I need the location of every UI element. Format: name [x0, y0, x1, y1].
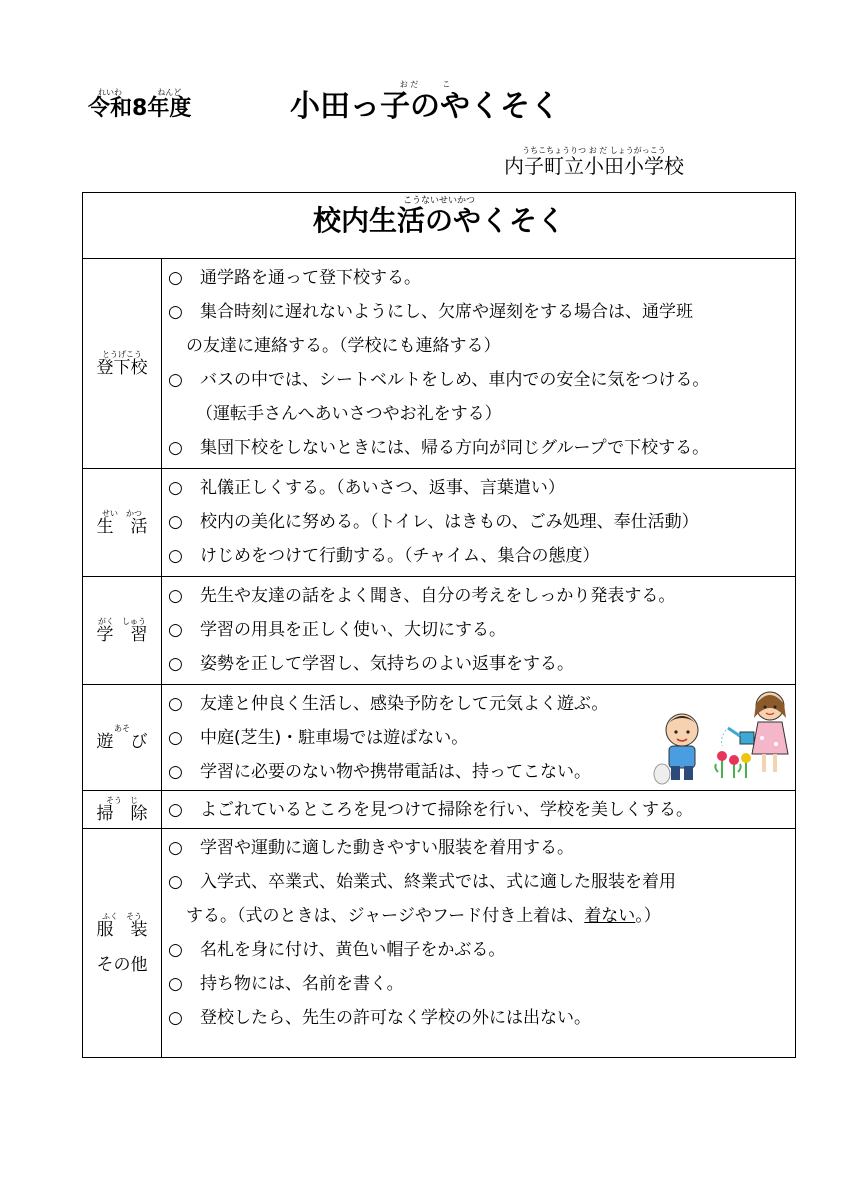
- category-label: 遊 び: [96, 731, 148, 752]
- school-year: 令和れいわ8年度ねんど: [88, 88, 192, 121]
- list-item: ○ バスの中では、シートベルトをしめ、車内での安全に気をつける。: [168, 370, 710, 390]
- list-item: ○ 名札を身に付け、黄色い帽子をかぶる。: [168, 940, 506, 960]
- list-item: ○ 学習や運動に適した動きやすい服装を着用する。: [168, 838, 574, 858]
- list-item: ○ よごれているところを見つけて掃除を行い、学校を美しくする。: [168, 800, 693, 820]
- category-label: 服 装: [96, 919, 148, 940]
- category-label-other: その他: [96, 954, 148, 975]
- list-item: ○ 中庭(芝生)・駐車場では遊ばない。: [168, 728, 469, 748]
- list-item: ○ 登校したら、先生の許可なく学校の外には出ない。: [168, 1008, 591, 1028]
- category-label: 登下校: [96, 357, 148, 378]
- school-name-text: 内子町立小田小学校: [504, 154, 684, 178]
- category-label: 生 活: [96, 516, 148, 537]
- school-name: 内子町立小田小学校うちこちょうりつ お だ しょうがっこう: [504, 146, 684, 178]
- row-study: [83, 577, 795, 685]
- rules-table: [82, 192, 796, 1058]
- category-study: 学 習がく しゅう: [83, 577, 162, 684]
- list-item: ○ 校内の美化に努める。（トイレ、はきもの、ごみ処理、奉仕活動）: [168, 512, 699, 532]
- list-item-continuation: の友達に連絡する。（学校にも連絡する）: [186, 336, 501, 356]
- category-life: 生 活せい かつ: [83, 469, 162, 576]
- page-title: 小田っ子のやくそくお だ こ: [290, 80, 560, 124]
- list-item: ○ けじめをつけて行動する。（チャイム、集合の態度）: [168, 546, 600, 566]
- category-commute: 登下校とうげこう: [83, 259, 162, 468]
- list-item: ○ 集団下校をしないときには、帰る方向が同じグループで下校する。: [168, 438, 710, 458]
- section-title-text: 校内生活のやくそく: [312, 204, 565, 237]
- list-item: ○ 友達と仲良く生活し、感染予防をして元気よく遊ぶ。: [168, 694, 609, 714]
- row-commute: [83, 259, 795, 469]
- list-item: ○ 学習の用具を正しく使い、大切にする。: [168, 620, 506, 640]
- list-item: ○ 学習に必要のない物や携帯電話は、持ってこない。: [168, 762, 591, 782]
- list-item: ○ 持ち物には、名前を書く。: [168, 974, 404, 994]
- rules-cleaning: [162, 791, 795, 828]
- row-clothing: [83, 829, 795, 1057]
- list-item: ○ 集合時刻に遅れないようにし、欠席や遅刻をする場合は、通学班: [168, 302, 693, 322]
- row-cleaning: [83, 791, 795, 829]
- category-label: 掃 除: [96, 803, 148, 824]
- underlined-text: 着ない: [584, 906, 636, 926]
- list-item: ○ 礼儀正しくする。（あいさつ、返事、言葉遣い）: [168, 478, 565, 498]
- section-title-cell: [83, 193, 795, 259]
- rules-clothing: [162, 829, 795, 1057]
- category-clothing: 服 装ふく そう その他: [83, 829, 162, 1057]
- page-title-text: 小田っ子のやくそく: [290, 89, 560, 124]
- list-item-continuation: （運転手さんへあいさつやお礼をする）: [196, 404, 502, 424]
- rules-study: [162, 577, 795, 684]
- list-item: ○ 入学式、卒業式、始業式、終業式では、式に適した服装を着用: [168, 872, 676, 892]
- list-item-continuation: する。（式のときは、ジャージやフード付き上着は、着ない。）: [186, 906, 661, 926]
- category-cleaning: 掃 除そう じ: [83, 791, 162, 828]
- list-item: ○ 通学路を通って登下校する。: [168, 268, 421, 288]
- rules-life: [162, 469, 795, 576]
- section-title: 校内生活のやくそくこうないせいかつ: [312, 196, 565, 237]
- category-label: 学 習: [96, 624, 148, 645]
- category-play: 遊 びあそ: [83, 685, 162, 790]
- rules-commute: [162, 259, 795, 468]
- list-item: ○ 姿勢を正して学習し、気持ちのよい返事をする。: [168, 654, 574, 674]
- children-watering-illustration: [642, 688, 792, 792]
- list-item: ○ 先生や友達の話をよく聞き、自分の考えをしっかり発表する。: [168, 586, 676, 606]
- row-life: [83, 469, 795, 577]
